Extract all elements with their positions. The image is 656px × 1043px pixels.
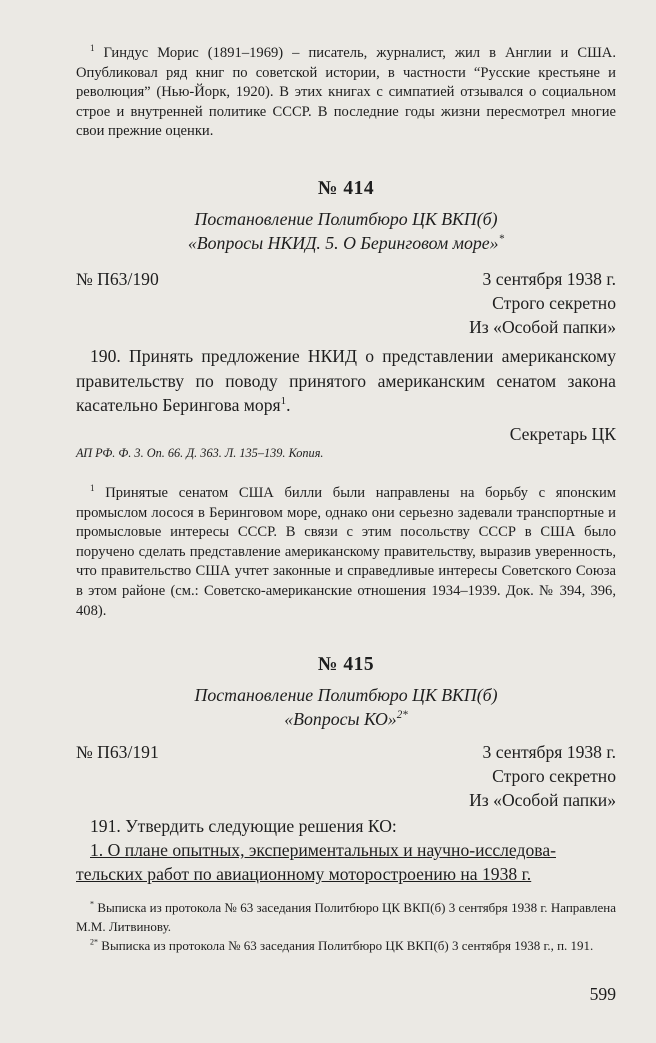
doc414-folder: Из «Особой папки» — [469, 317, 616, 337]
doc414-body — [76, 344, 616, 418]
doc415-item-line1 — [76, 838, 616, 863]
doc414-protocol: № П63/190 — [76, 269, 159, 289]
doc415-date: 3 сентября 1938 г. — [482, 742, 616, 762]
doc415-secrecy: Строго секретно — [492, 766, 616, 786]
doc414-body-end: . — [286, 395, 291, 415]
doc414-footnote-text: Принятые сенатом США билли были направлены на борьбу с японским промыслом лосося в Беринговом море, однако они серьезно задевали транспортные и промысловые интересы СССР. В связи с этим посольству СССР в США было поручено сделать представление американскому правительству, выразив уверенность, что правительство США учтет законные и справедливые интересы Советского Союза в этом районе (см.: Советско-американские отношения 1934–1939. Док. № 394, 396, 408). — [76, 485, 616, 619]
doc415-body: 191. Утвердить следующие решения КО: — [90, 816, 397, 836]
doc415-title-line2 — [76, 707, 616, 731]
doc414-title-text: «Вопросы НКИД. 5. О Беринговом море» — [187, 233, 499, 253]
doc415-title-line1: Постановление Политбюро ЦК ВКП(б) — [194, 685, 498, 705]
doc414-footnote-marker: 1 — [90, 483, 95, 494]
note-star — [76, 898, 616, 936]
doc414-signature: Секретарь ЦК — [509, 424, 616, 444]
note-star-marker: * — [90, 899, 95, 909]
doc414-title-line2 — [76, 231, 616, 255]
doc415-protocol: № П63/191 — [76, 742, 159, 762]
doc414-header-row — [76, 267, 616, 292]
doc414-footnote — [76, 484, 616, 621]
doc415-number: № 415 — [317, 654, 375, 675]
doc414-archive: АП РФ. Ф. 3. Оп. 66. Д. 363. Л. 135–139. Копия. — [76, 446, 324, 460]
doc414-body-sup: 1 — [280, 395, 287, 408]
doc415-item-line1-text: 1. О плане опытных, экспериментальных и научно-исследова- — [90, 840, 556, 860]
doc414-date: 3 сентября 1938 г. — [482, 269, 616, 289]
doc415-header-row — [76, 740, 616, 765]
prev-footnote-marker: 1 — [90, 43, 95, 54]
note-2star-marker: 2* — [90, 937, 99, 947]
doc415-title-sup: 2* — [396, 709, 408, 722]
note-2star-text: Выписка из протокола № 63 заседания Политбюро ЦК ВКП(б) 3 сентября 1938 г., п. 191. — [101, 938, 594, 953]
prev-footnote-text: Гиндус Морис (1891–1969) – писатель, журналист, жил в Англии и США. Опубликовал ряд книг по советской истории, в частности “Русские крестьяне и революция” (Нью-Йорк, 1920). В этих книгах с симпатией отзывался о социальном строе и внутренней политике СССР. В последние годы жизни пересмотрел многие свои прежние оценки. — [76, 45, 616, 140]
note-star-text: Выписка из протокола № 63 заседания Политбюро ЦК ВКП(б) 3 сентября 1938 г. Направлена М.М. Литвинову. — [76, 900, 616, 934]
doc415-item-line2 — [76, 862, 616, 887]
doc415-item-line2-text: тельских работ по авиационному моторостроению на 1938 г. — [76, 864, 532, 884]
doc414-title-line1: Постановление Политбюро ЦК ВКП(б) — [194, 209, 498, 229]
doc414-body-text: 190. Принять предложение НКИД о представлении американскому правительству по поводу принятого американским сенатом закона касательно Берингова моря — [76, 346, 616, 415]
doc415-title-text: «Вопросы КО» — [284, 709, 397, 729]
doc414-number: № 414 — [317, 178, 375, 199]
doc414-secrecy: Строго секретно — [492, 293, 616, 313]
note-2star — [76, 936, 616, 955]
prev-footnote — [76, 44, 616, 142]
doc415-folder: Из «Особой папки» — [469, 790, 616, 810]
page-number: 599 — [589, 984, 616, 1004]
doc414-title-sup: * — [498, 233, 505, 246]
